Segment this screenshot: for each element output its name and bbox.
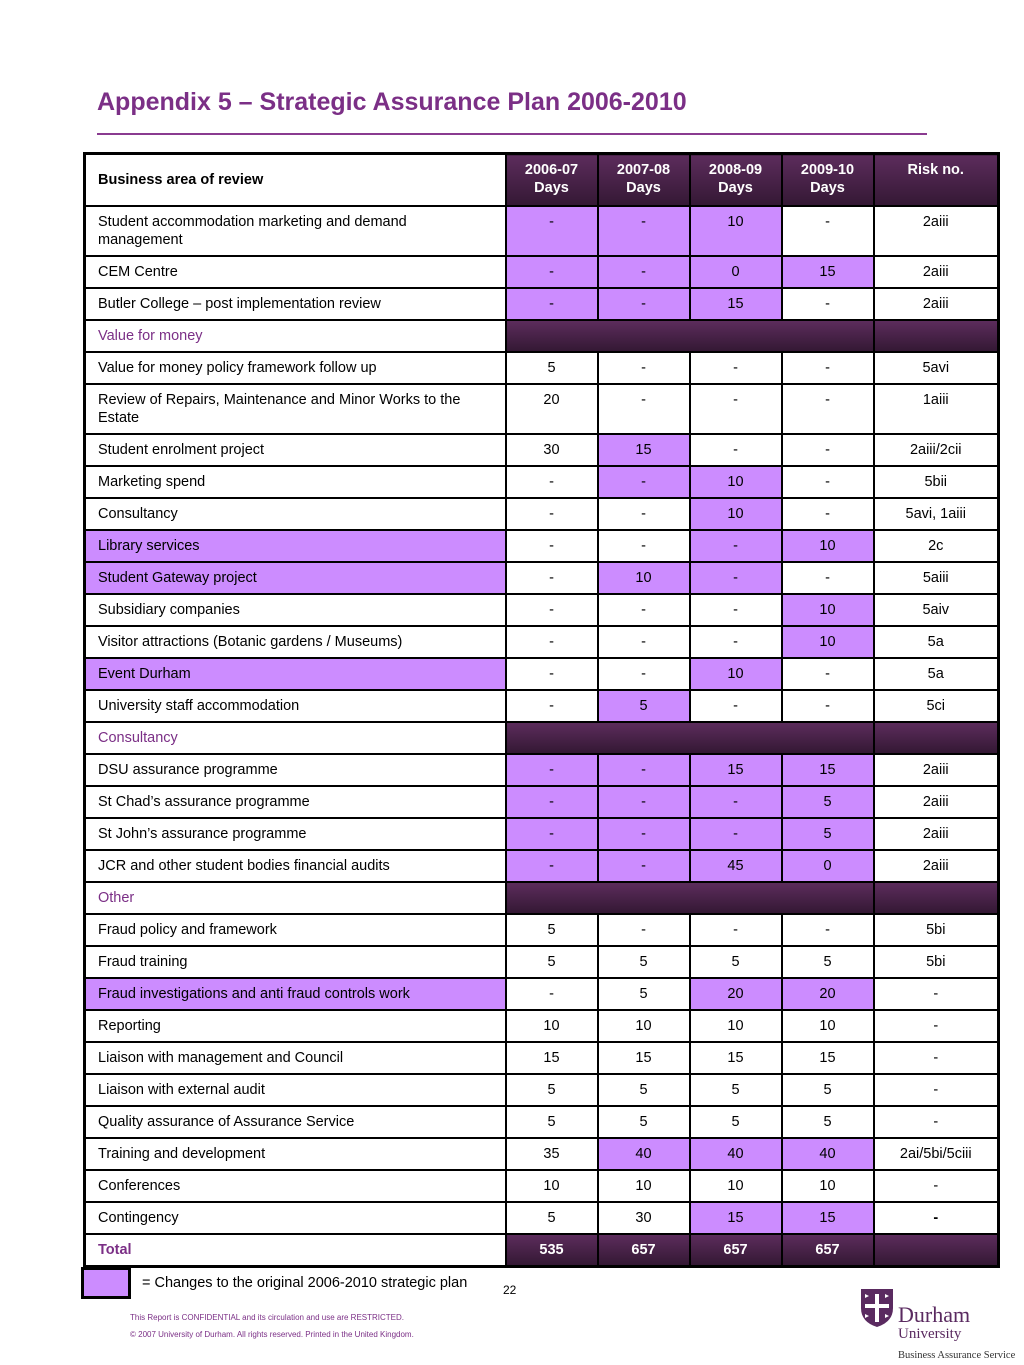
days-2009-10-cell: 10 — [782, 594, 874, 626]
days-2009-10-cell: 10 — [782, 1010, 874, 1042]
days-2009-10-cell: - — [782, 690, 874, 722]
section-label: Other — [85, 882, 506, 914]
days-2006-07-cell: - — [506, 786, 598, 818]
business-area-cell: DSU assurance programme — [85, 754, 506, 786]
business-area-cell: Event Durham — [85, 658, 506, 690]
risk-no-cell: 5a — [874, 658, 999, 690]
days-2009-10-cell: - — [782, 498, 874, 530]
days-2006-07-cell: 15 — [506, 1042, 598, 1074]
days-2006-07-cell: 30 — [506, 434, 598, 466]
legend-swatch — [81, 1267, 131, 1299]
days-2008-09-cell: 10 — [690, 658, 782, 690]
days-2008-09-cell: - — [690, 594, 782, 626]
business-area-cell: Student Gateway project — [85, 562, 506, 594]
days-2007-08-cell: - — [598, 754, 690, 786]
days-2008-09-cell: - — [690, 352, 782, 384]
column-header-business-area: Business area of review — [85, 154, 506, 206]
section-fill — [874, 320, 999, 352]
days-2008-09-cell: 10 — [690, 1170, 782, 1202]
table-row — [85, 818, 999, 850]
table-row — [85, 288, 999, 320]
risk-no-cell: 2c — [874, 530, 999, 562]
days-2008-09-cell: - — [690, 690, 782, 722]
days-2006-07-cell: 5 — [506, 946, 598, 978]
business-area-cell: Contingency — [85, 1202, 506, 1234]
risk-no-cell: - — [874, 1106, 999, 1138]
days-2008-09-cell: 5 — [690, 1074, 782, 1106]
days-2006-07-cell: - — [506, 658, 598, 690]
days-2009-10-cell: 5 — [782, 946, 874, 978]
days-2007-08-cell: - — [598, 498, 690, 530]
business-area-cell: Liaison with management and Council — [85, 1042, 506, 1074]
risk-no-cell — [874, 1234, 999, 1267]
table-header-row — [85, 154, 999, 206]
business-area-cell: Quality assurance of Assurance Service — [85, 1106, 506, 1138]
days-2008-09-cell: 5 — [690, 1106, 782, 1138]
days-2007-08-cell: 15 — [598, 1042, 690, 1074]
days-2008-09-cell: 657 — [690, 1234, 782, 1267]
days-2007-08-cell: 5 — [598, 946, 690, 978]
days-2006-07-cell: - — [506, 466, 598, 498]
days-2006-07-cell: - — [506, 754, 598, 786]
days-2008-09-cell: - — [690, 786, 782, 818]
days-2009-10-cell: - — [782, 562, 874, 594]
table-row — [85, 530, 999, 562]
table-row — [85, 850, 999, 882]
days-2009-10-cell: 5 — [782, 786, 874, 818]
days-2007-08-cell: - — [598, 466, 690, 498]
business-area-cell: Fraud training — [85, 946, 506, 978]
business-area-cell: Consultancy — [85, 498, 506, 530]
days-2008-09-cell: - — [690, 530, 782, 562]
section-row — [85, 320, 999, 352]
days-2008-09-cell: - — [690, 434, 782, 466]
days-2007-08-cell: 5 — [598, 978, 690, 1010]
days-2009-10-cell: - — [782, 384, 874, 434]
section-fill — [506, 320, 874, 352]
column-header-2009-10 — [782, 154, 874, 206]
risk-no-cell: 2aiii — [874, 786, 999, 818]
risk-no-cell: 2aiii — [874, 256, 999, 288]
section-row — [85, 722, 999, 754]
logo-wordmark: Durham — [898, 1302, 971, 1327]
days-2008-09-cell: 20 — [690, 978, 782, 1010]
days-2009-10-cell: 15 — [782, 1202, 874, 1234]
days-2007-08-cell: - — [598, 352, 690, 384]
confidentiality-notice: This Report is CONFIDENTIAL and its circulation and use are RESTRICTED. — [130, 1313, 405, 1322]
days-2006-07-cell: - — [506, 850, 598, 882]
days-2008-09-cell: 45 — [690, 850, 782, 882]
days-2009-10-cell: - — [782, 206, 874, 256]
table-row — [85, 1170, 999, 1202]
risk-no-cell: 5bii — [874, 466, 999, 498]
days-2007-08-cell: 5 — [598, 1106, 690, 1138]
risk-no-cell: - — [874, 1042, 999, 1074]
durham-shield-icon — [860, 1288, 894, 1328]
column-header-line: 2006-07 — [524, 162, 579, 178]
table-row — [85, 1010, 999, 1042]
risk-no-cell: 5bi — [874, 946, 999, 978]
section-label: Value for money — [85, 320, 506, 352]
days-2008-09-cell: - — [690, 384, 782, 434]
days-2006-07-cell: - — [506, 530, 598, 562]
days-2009-10-cell: - — [782, 288, 874, 320]
risk-no-cell: 5bi — [874, 914, 999, 946]
business-area-cell: Fraud policy and framework — [85, 914, 506, 946]
days-2007-08-cell: 15 — [598, 434, 690, 466]
days-2009-10-cell: 20 — [782, 978, 874, 1010]
copyright-notice: © 2007 University of Durham. All rights reserved. Printed in the United Kingdom. — [130, 1330, 414, 1339]
section-fill — [506, 722, 874, 754]
table-row — [85, 498, 999, 530]
table-row — [85, 1106, 999, 1138]
days-2006-07-cell: 5 — [506, 1074, 598, 1106]
days-2008-09-cell: 10 — [690, 498, 782, 530]
days-2008-09-cell: 15 — [690, 1042, 782, 1074]
risk-no-cell: 5avi — [874, 352, 999, 384]
days-2009-10-cell: 5 — [782, 1074, 874, 1106]
column-header-line: 2008-09 — [708, 162, 763, 178]
days-2006-07-cell: 5 — [506, 352, 598, 384]
days-2006-07-cell: - — [506, 206, 598, 256]
business-area-cell: Fraud investigations and anti fraud controls work — [85, 978, 506, 1010]
days-2009-10-cell: 0 — [782, 850, 874, 882]
days-2006-07-cell: - — [506, 594, 598, 626]
days-2007-08-cell: 657 — [598, 1234, 690, 1267]
days-2006-07-cell: - — [506, 690, 598, 722]
table-row — [85, 1074, 999, 1106]
column-header-2008-09 — [690, 154, 782, 206]
page-title: Appendix 5 – Strategic Assurance Plan 2006-2010 — [97, 88, 687, 116]
days-2006-07-cell: - — [506, 978, 598, 1010]
table-row — [85, 352, 999, 384]
days-2006-07-cell: 10 — [506, 1170, 598, 1202]
days-2007-08-cell: 10 — [598, 1010, 690, 1042]
days-2007-08-cell: - — [598, 786, 690, 818]
business-area-cell: Training and development — [85, 1138, 506, 1170]
table-row — [85, 690, 999, 722]
column-header-line: 2007-08 — [616, 162, 671, 178]
days-2007-08-cell: 40 — [598, 1138, 690, 1170]
risk-no-cell: 2aiii — [874, 818, 999, 850]
risk-no-cell: 2aiii — [874, 206, 999, 256]
legend-text: = Changes to the original 2006-2010 strategic plan — [142, 1275, 468, 1291]
days-2006-07-cell: - — [506, 818, 598, 850]
risk-no-cell: 2aiii — [874, 288, 999, 320]
durham-university-logo — [858, 1288, 1024, 1365]
column-header-2006-07 — [506, 154, 598, 206]
title-divider — [97, 133, 927, 135]
days-2007-08-cell: 10 — [598, 562, 690, 594]
risk-no-cell: 2aiii/2cii — [874, 434, 999, 466]
days-2008-09-cell: 15 — [690, 288, 782, 320]
days-2007-08-cell: 5 — [598, 1074, 690, 1106]
days-2007-08-cell: - — [598, 626, 690, 658]
business-area-cell: University staff accommodation — [85, 690, 506, 722]
table-row — [85, 434, 999, 466]
days-2009-10-cell: 657 — [782, 1234, 874, 1267]
column-header-risk-no: Risk no. — [874, 154, 999, 206]
risk-no-cell: - — [874, 1170, 999, 1202]
page-number: 22 — [503, 1283, 517, 1297]
days-2007-08-cell: - — [598, 384, 690, 434]
column-header-line: Days — [626, 180, 661, 196]
table-row — [85, 594, 999, 626]
business-area-cell: Subsidiary companies — [85, 594, 506, 626]
table-row — [85, 466, 999, 498]
days-2009-10-cell: - — [782, 352, 874, 384]
days-2008-09-cell: - — [690, 818, 782, 850]
days-2009-10-cell: - — [782, 434, 874, 466]
days-2008-09-cell: - — [690, 562, 782, 594]
days-2008-09-cell: 40 — [690, 1138, 782, 1170]
table-row — [85, 946, 999, 978]
days-2008-09-cell: - — [690, 626, 782, 658]
table-row — [85, 658, 999, 690]
table-row — [85, 1138, 999, 1170]
logo-tagline: Business Assurance Service — [898, 1350, 1016, 1361]
days-2006-07-cell: 35 — [506, 1138, 598, 1170]
business-area-cell: Student enrolment project — [85, 434, 506, 466]
business-area-cell: Review of Repairs, Maintenance and Minor Works to the Estate — [85, 384, 506, 434]
risk-no-cell: - — [874, 1074, 999, 1106]
days-2007-08-cell: - — [598, 658, 690, 690]
table-row — [85, 626, 999, 658]
table-row — [85, 562, 999, 594]
section-fill — [874, 722, 999, 754]
days-2009-10-cell: - — [782, 914, 874, 946]
days-2008-09-cell: 10 — [690, 466, 782, 498]
risk-no-cell: - — [874, 1202, 999, 1234]
risk-no-cell: 5ci — [874, 690, 999, 722]
section-row — [85, 882, 999, 914]
days-2007-08-cell: 5 — [598, 690, 690, 722]
days-2007-08-cell: - — [598, 206, 690, 256]
section-label: Consultancy — [85, 722, 506, 754]
days-2006-07-cell: 5 — [506, 1202, 598, 1234]
business-area-cell: Library services — [85, 530, 506, 562]
table-row — [85, 1202, 999, 1234]
business-area-cell: Value for money policy framework follow up — [85, 352, 506, 384]
days-2008-09-cell: - — [690, 914, 782, 946]
days-2007-08-cell: - — [598, 914, 690, 946]
days-2007-08-cell: - — [598, 594, 690, 626]
days-2007-08-cell: - — [598, 256, 690, 288]
days-2006-07-cell: - — [506, 626, 598, 658]
business-area-cell: St John’s assurance programme — [85, 818, 506, 850]
table-body — [85, 206, 999, 1267]
days-2007-08-cell: - — [598, 288, 690, 320]
days-2009-10-cell: - — [782, 658, 874, 690]
business-area-cell: JCR and other student bodies financial audits — [85, 850, 506, 882]
section-fill — [506, 882, 874, 914]
days-2006-07-cell: - — [506, 256, 598, 288]
days-2007-08-cell: 10 — [598, 1170, 690, 1202]
risk-no-cell: 2ai/5bi/5ciii — [874, 1138, 999, 1170]
risk-no-cell: 5aiii — [874, 562, 999, 594]
days-2008-09-cell: 15 — [690, 1202, 782, 1234]
days-2009-10-cell: 15 — [782, 256, 874, 288]
risk-no-cell: - — [874, 1010, 999, 1042]
days-2007-08-cell: - — [598, 530, 690, 562]
days-2006-07-cell: 10 — [506, 1010, 598, 1042]
days-2007-08-cell: - — [598, 850, 690, 882]
column-header-line: 2009-10 — [800, 162, 855, 178]
table-row — [85, 786, 999, 818]
days-2008-09-cell: 10 — [690, 206, 782, 256]
days-2006-07-cell: 535 — [506, 1234, 598, 1267]
risk-no-cell: 2aiii — [874, 754, 999, 786]
days-2009-10-cell: 10 — [782, 1170, 874, 1202]
days-2009-10-cell: 15 — [782, 754, 874, 786]
risk-no-cell: 5aiv — [874, 594, 999, 626]
days-2006-07-cell: - — [506, 288, 598, 320]
business-area-cell: Butler College – post implementation review — [85, 288, 506, 320]
days-2006-07-cell: - — [506, 498, 598, 530]
business-area-cell: St Chad’s assurance programme — [85, 786, 506, 818]
table-row — [85, 256, 999, 288]
risk-no-cell: 1aiii — [874, 384, 999, 434]
days-2009-10-cell: 5 — [782, 818, 874, 850]
days-2009-10-cell: 40 — [782, 1138, 874, 1170]
days-2008-09-cell: 5 — [690, 946, 782, 978]
logo-subtitle: University — [898, 1326, 962, 1342]
table-row — [85, 914, 999, 946]
business-area-cell: Liaison with external audit — [85, 1074, 506, 1106]
days-2006-07-cell: - — [506, 562, 598, 594]
column-header-line: Days — [534, 180, 569, 196]
section-fill — [874, 882, 999, 914]
days-2009-10-cell: 5 — [782, 1106, 874, 1138]
business-area-cell: Marketing spend — [85, 466, 506, 498]
risk-no-cell: - — [874, 978, 999, 1010]
table-row — [85, 206, 999, 256]
days-2008-09-cell: 0 — [690, 256, 782, 288]
risk-no-cell: 5a — [874, 626, 999, 658]
column-header-2007-08 — [598, 154, 690, 206]
business-area-cell: Student accommodation marketing and demand management — [85, 206, 506, 256]
days-2008-09-cell: 10 — [690, 1010, 782, 1042]
days-2009-10-cell: 15 — [782, 1042, 874, 1074]
table-row — [85, 978, 999, 1010]
days-2006-07-cell: 5 — [506, 914, 598, 946]
column-header-line: Days — [810, 180, 845, 196]
days-2006-07-cell: 20 — [506, 384, 598, 434]
days-2006-07-cell: 5 — [506, 1106, 598, 1138]
days-2007-08-cell: 30 — [598, 1202, 690, 1234]
risk-no-cell: 2aiii — [874, 850, 999, 882]
days-2009-10-cell: 10 — [782, 626, 874, 658]
business-area-cell: Conferences — [85, 1170, 506, 1202]
table-row — [85, 754, 999, 786]
days-2009-10-cell: - — [782, 466, 874, 498]
assurance-plan-table — [83, 152, 1000, 1268]
business-area-cell: Visitor attractions (Botanic gardens / Museums) — [85, 626, 506, 658]
business-area-cell: CEM Centre — [85, 256, 506, 288]
total-row — [85, 1234, 999, 1267]
business-area-cell: Reporting — [85, 1010, 506, 1042]
column-header-line: Days — [718, 180, 753, 196]
days-2008-09-cell: 15 — [690, 754, 782, 786]
total-label: Total — [85, 1234, 506, 1267]
table-row — [85, 384, 999, 434]
days-2007-08-cell: - — [598, 818, 690, 850]
days-2009-10-cell: 10 — [782, 530, 874, 562]
risk-no-cell: 5avi, 1aiii — [874, 498, 999, 530]
table-row — [85, 1042, 999, 1074]
